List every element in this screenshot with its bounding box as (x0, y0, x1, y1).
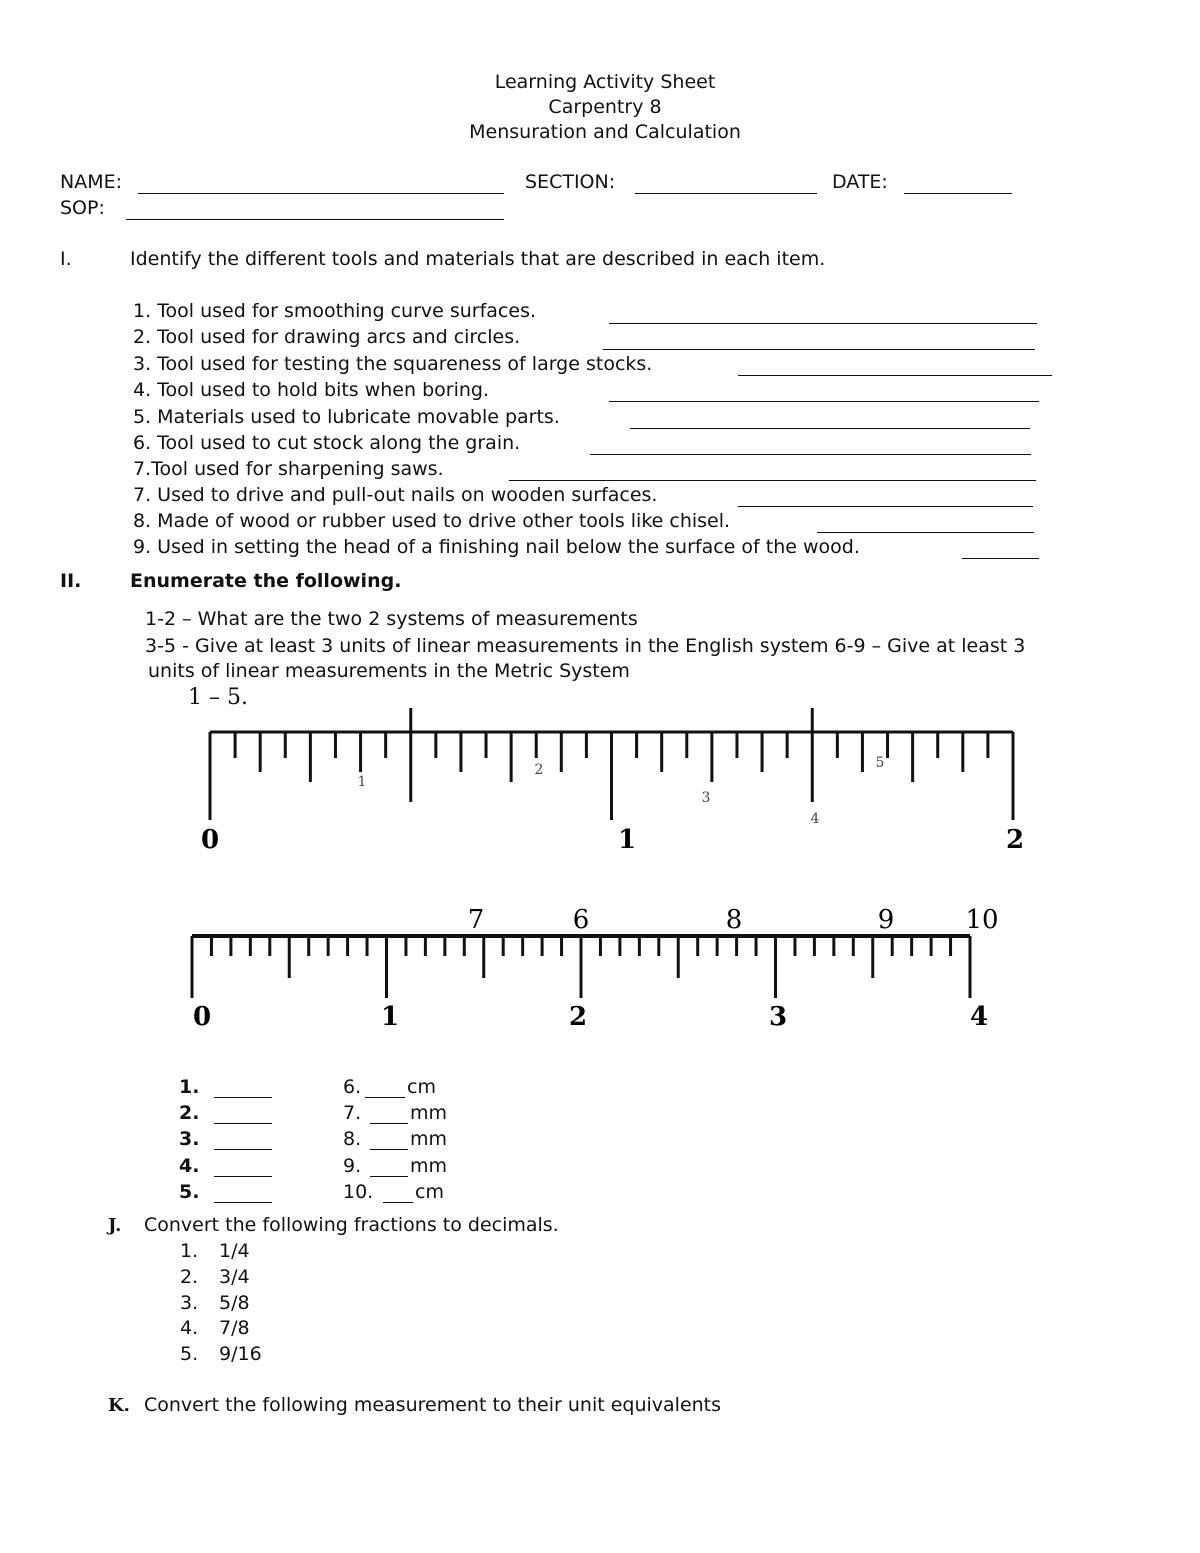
sheet-topic: Mensuration and Calculation (469, 121, 741, 143)
answer-blank[interactable] (370, 1149, 408, 1150)
answer-blank[interactable] (370, 1123, 408, 1124)
part1-instruction: Identify the different tools and materials that are described in each item. (130, 248, 826, 270)
part1-item: 6. Tool used to cut stock along the grain. (133, 432, 521, 454)
part1-item: 7.Tool used for sharpening saws. (133, 458, 444, 480)
part1-item: 3. Tool used for testing the squareness of large stocks. (133, 353, 653, 375)
ruler-metric-label-0: 0 (192, 1002, 212, 1032)
name-label: NAME: (60, 171, 123, 193)
answer-blank[interactable] (214, 1176, 272, 1177)
answer-line[interactable] (738, 375, 1052, 376)
ruler-metric-label-3: 3 (768, 1002, 788, 1032)
ruler-inch-marker: 4 (810, 811, 820, 827)
answer-unit: mm (410, 1102, 448, 1124)
ruler-metric-marker: 7 (467, 905, 485, 935)
answer-line[interactable] (603, 349, 1035, 350)
partJ-num: 2. (180, 1266, 199, 1288)
ruler-metric-marker: 9 (877, 905, 895, 935)
answer-line[interactable] (590, 454, 1031, 455)
ruler-metric-marker: 10 (965, 905, 999, 935)
date-label: DATE: (832, 171, 888, 193)
sheet-subject: Carpentry 8 (548, 96, 662, 118)
answer-unit: cm (415, 1181, 444, 1203)
answer-line[interactable] (817, 532, 1034, 533)
sop-label: SOP: (60, 197, 105, 219)
answer-num: 5. (179, 1181, 200, 1203)
ruler-inch-marker: 5 (875, 755, 885, 771)
answer-line[interactable] (630, 428, 1030, 429)
partJ-num: 4. (180, 1317, 199, 1339)
part1-item: 2. Tool used for drawing arcs and circles. (133, 326, 521, 348)
answer-num: 8. (343, 1128, 362, 1150)
part1-item: 5. Materials used to lubricate movable parts. (133, 406, 560, 428)
answer-num: 4. (179, 1155, 200, 1177)
partJ-instruction: Convert the following fractions to decimals. (144, 1214, 559, 1236)
answer-blank[interactable] (370, 1176, 408, 1177)
part2-line1: 1-2 – What are the two 2 systems of measurements (145, 608, 638, 630)
sheet-title: Learning Activity Sheet (494, 71, 716, 93)
ruler-inch-caption: 1 – 5. (188, 685, 248, 710)
ruler-inch-marker: 1 (357, 774, 367, 790)
answer-blank[interactable] (214, 1202, 272, 1203)
ruler-inch (0, 690, 1200, 870)
answer-num: 7. (343, 1102, 362, 1124)
answer-unit: mm (410, 1128, 448, 1150)
ruler-metric-label-1: 1 (380, 1002, 400, 1032)
ruler-metric-marker: 8 (725, 905, 743, 935)
sop-line[interactable] (126, 219, 504, 220)
part2-numeral: II. (60, 570, 82, 592)
partJ-num: 5. (180, 1343, 199, 1365)
part1-item: 7. Used to drive and pull-out nails on wooden surfaces. (133, 484, 658, 506)
answer-blank[interactable] (214, 1149, 272, 1150)
answer-num: 2. (179, 1102, 200, 1124)
partK-instruction: Convert the following measurement to their unit equivalents (144, 1394, 722, 1416)
part2-instruction: Enumerate the following. (130, 570, 402, 592)
part1-item: 8. Made of wood or rubber used to drive other tools like chisel. (133, 510, 731, 532)
partJ-fraction: 7/8 (219, 1317, 250, 1339)
partJ-fraction: 3/4 (219, 1266, 250, 1288)
ruler-metric-marker: 6 (572, 905, 590, 935)
section-label: SECTION: (525, 171, 616, 193)
partJ-fraction: 1/4 (219, 1240, 250, 1262)
ruler-inch-label-1: 1 (617, 825, 637, 855)
part1-item: 1. Tool used for smoothing curve surfaces. (133, 300, 537, 322)
partJ-fraction: 9/16 (219, 1343, 262, 1365)
answer-blank[interactable] (365, 1097, 405, 1098)
answer-num: 3. (179, 1128, 200, 1150)
answer-num: 6. (343, 1076, 362, 1098)
ruler-inch-label-2: 2 (1005, 825, 1025, 855)
answer-line[interactable] (509, 480, 1036, 481)
answer-unit: mm (410, 1155, 448, 1177)
answer-blank[interactable] (214, 1123, 272, 1124)
ruler-metric (0, 900, 1200, 1040)
answer-line[interactable] (609, 323, 1037, 324)
answer-num: 1. (179, 1076, 200, 1098)
part1-item: 4. Tool used to hold bits when boring. (133, 379, 489, 401)
date-line[interactable] (904, 193, 1012, 194)
ruler-metric-label-4: 4 (969, 1002, 989, 1032)
answer-unit: cm (407, 1076, 436, 1098)
ruler-inch-label-0: 0 (200, 825, 220, 855)
name-line[interactable] (138, 193, 504, 194)
answer-num: 9. (343, 1155, 362, 1177)
section-line[interactable] (635, 193, 817, 194)
partJ-num: 3. (180, 1292, 199, 1314)
ruler-inch-marker: 2 (534, 762, 544, 778)
ruler-metric-label-2: 2 (568, 1002, 588, 1032)
answer-line[interactable] (738, 506, 1033, 507)
part2-line2: 3-5 - Give at least 3 units of linear measurements in the English system 6-9 – Give at least 3 (145, 635, 1026, 657)
answer-num: 10. (343, 1181, 374, 1203)
partJ-num: 1. (180, 1240, 199, 1262)
answer-blank[interactable] (383, 1202, 413, 1203)
part2-line3: units of linear measurements in the Metric System (148, 660, 630, 682)
ruler-inch-marker: 3 (701, 790, 711, 806)
partJ-letter: J. (108, 1215, 122, 1236)
answer-blank[interactable] (214, 1097, 272, 1098)
answer-line[interactable] (962, 558, 1039, 559)
part1-numeral: I. (60, 248, 72, 270)
partK-letter: K. (108, 1395, 130, 1416)
answer-line[interactable] (609, 401, 1039, 402)
partJ-fraction: 5/8 (219, 1292, 250, 1314)
part1-item: 9. Used in setting the head of a finishing nail below the surface of the wood. (133, 536, 860, 558)
